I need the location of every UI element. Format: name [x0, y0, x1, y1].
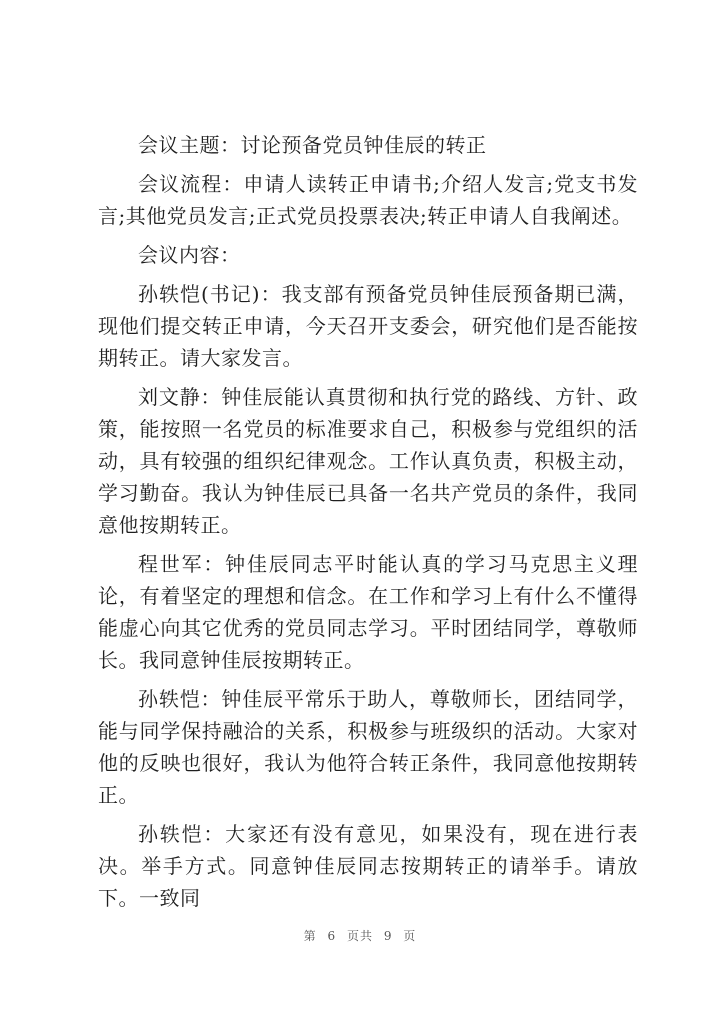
paragraph-cheng-shijun: 程世军：钟佳辰同志平时能认真的学习马克思主义理论，有着坚定的理想和信念。在工作和学习上有什么不懂得能虚心向其它优秀的党员同志学习。平时团结同学，尊敬师长。我同意钟佳辰按期转正。 [98, 552, 638, 672]
page-footer [0, 927, 720, 944]
footer-total-pages: 9 [383, 929, 393, 943]
paragraph-secretary-opening: 孙轶恺(书记)：我支部有预备党员钟佳辰预备期已满，现他们提交转正申请，今天召开支委会，研究他们是否能按期转正。请大家发言。 [98, 282, 638, 370]
paragraph-liu-wenjing: 刘文静：钟佳辰能认真贯彻和执行党的路线、方针、政策，能按照一名党员的标准要求自己，积极参与党组织的活动，具有较强的组织纪律观念。工作认真负责，积极主动，学习勤奋。我认为钟佳辰已具备一名共产党员的条件，我同意他按期转正。 [98, 385, 638, 537]
footer-page-number: 6 [327, 929, 337, 943]
footer-middle: 页共 [346, 929, 373, 943]
paragraph-meeting-topic: 会议主题：讨论预备党员钟佳辰的转正 [138, 133, 487, 157]
paragraph-sun-yikai-vote: 孙轶恺：大家还有没有意见，如果没有，现在进行表决。举手方式。同意钟佳辰同志按期转正的请举手。请放下。一致同 [98, 822, 638, 910]
paragraph-meeting-procedure: 会议流程：申请人读转正申请书;介绍人发言;党支书发言;其他党员发言;正式党员投票表决;转正申请人自我阐述。 [98, 172, 638, 228]
footer-suffix: 页 [403, 929, 417, 943]
paragraph-sun-yikai-opinion: 孙轶恺：钟佳辰平常乐于助人，尊敬师长，团结同学，能与同学保持融洽的关系，积极参与班级织的活动。大家对他的反映也很好，我认为他符合转正条件，我同意他按期转正。 [98, 687, 638, 807]
footer-prefix: 第 [303, 929, 317, 943]
paragraph-meeting-content-heading: 会议内容： [138, 243, 241, 267]
body-text [98, 129, 638, 921]
